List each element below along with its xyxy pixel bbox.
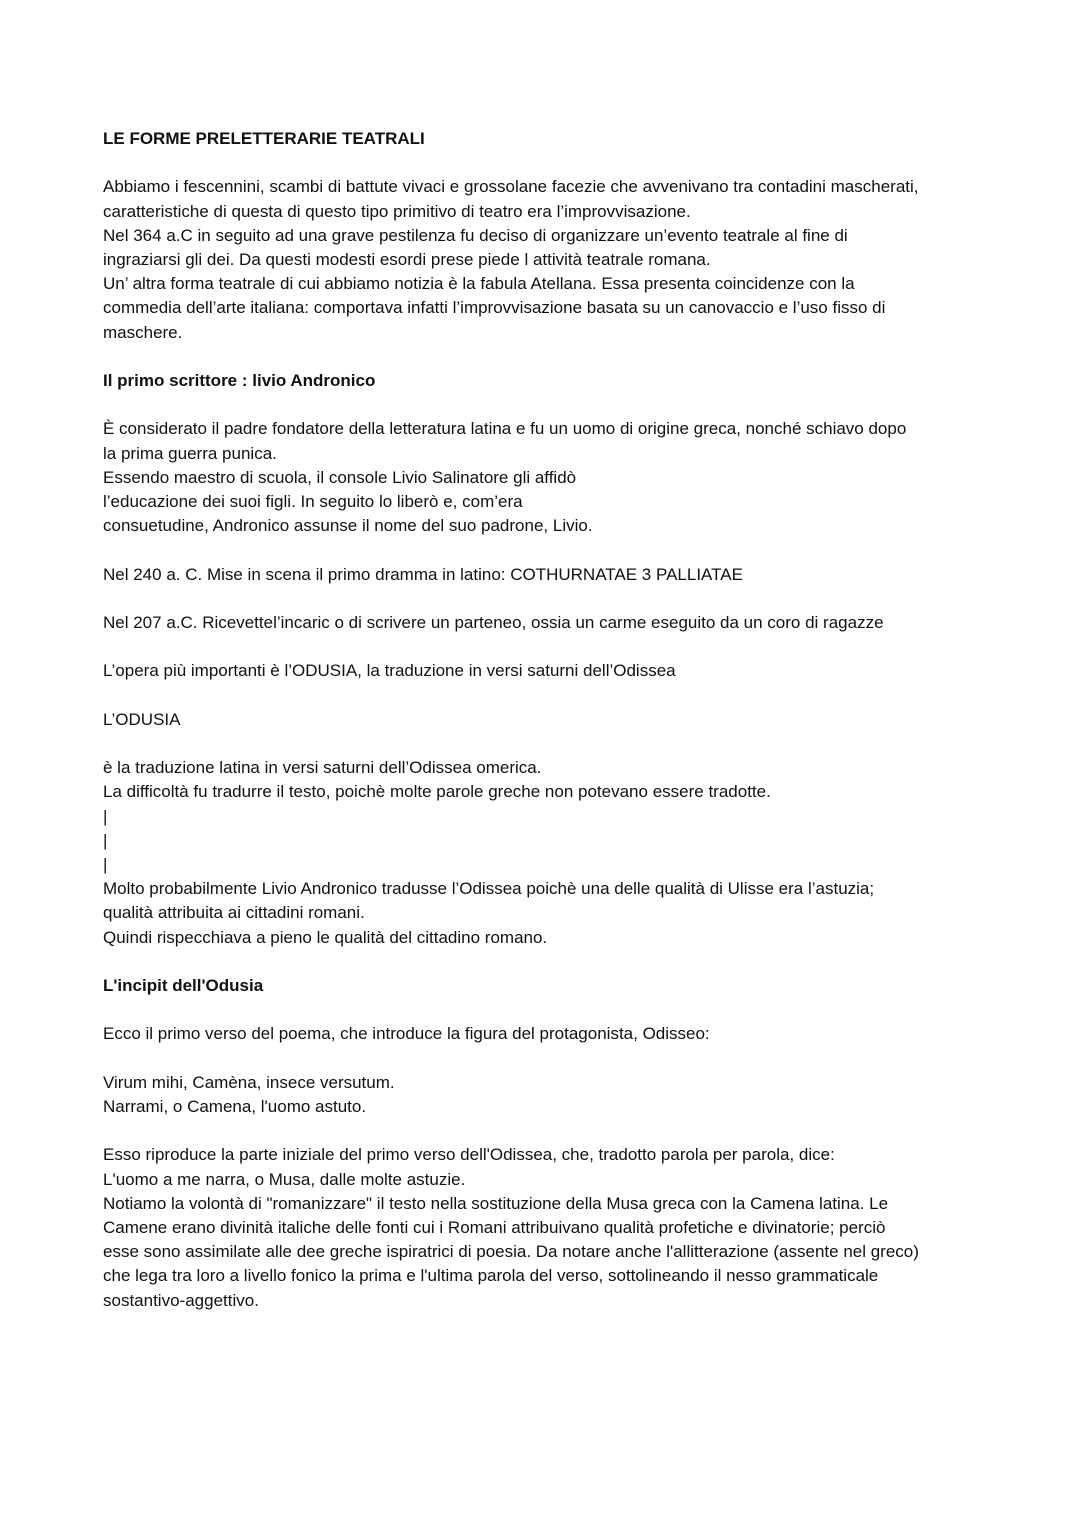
text-line: l’educazione dei suoi figli. In seguito lo liberò e, com’era: [103, 492, 523, 511]
paragraph-240-ac: Nel 240 a. C. Mise in scena il primo dramma in latino: COTHURNATAE 3 PALLIATAE: [103, 564, 743, 584]
text-line: Abbiamo i fescennini, scambi di battute vivaci e grossolane facezie che avvenivano tra contadini mascherati,: [103, 177, 919, 197]
spacer: [103, 538, 983, 562]
text-line: Essendo maestro di scuola, il console Livio Salinatore gli affidò: [103, 467, 577, 487]
section-heading-forme-preletterarie: LE FORME PRELETTERARIE TEATRALI: [103, 129, 425, 148]
text-line: Quindi rispecchiava a pieno le qualità del cittadino romano.: [103, 927, 548, 947]
section-heading-odusia: L’ODUSIA: [103, 709, 181, 729]
section-heading-incipit: L'incipit dell'Odusia: [103, 975, 264, 995]
spacer: [103, 1047, 983, 1071]
spacer: [103, 998, 983, 1022]
text-line: L'uomo a me narra, o Musa, dalle molte astuzie.: [103, 1169, 466, 1189]
spacer: [103, 587, 983, 611]
vertical-bar-line: |: [103, 854, 108, 874]
vertical-bar-line: |: [103, 830, 108, 850]
text-line: caratteristiche di questa di questo tipo primitivo di teatro era l’improvvisazione.: [103, 201, 691, 221]
verse-block: [103, 1071, 983, 1119]
text-line: sostantivo-aggettivo.: [103, 1290, 259, 1310]
text-line: la prima guerra punica.: [103, 443, 277, 463]
spacer: [103, 950, 983, 974]
text-line: commedia dell’arte italiana: comportava infatti l’improvvisazione basata su un canovaccio e l’uso fisso di: [103, 298, 886, 318]
text-line: Camene erano divinità italiche delle fonti cui i Romani attribuivano qualità profetiche e divinatorie; perciò: [103, 1217, 886, 1237]
spacer: [103, 1119, 983, 1143]
spacer: [103, 684, 983, 708]
paragraph-analisi: [103, 1143, 983, 1312]
text-line: Esso riproduce la parte iniziale del primo verso dell'Odissea, che, tradotto parola per parola, dice:: [103, 1145, 835, 1165]
paragraph-opera-importante: L’opera più importanti è l’ODUSIA, la traduzione in versi saturni dell’Odissea: [103, 661, 676, 681]
paragraph-207-ac: Nel 207 a.C. Ricevettel’incaric o di scrivere un parteneo, ossia un carme eseguito da un coro di ragazze: [103, 612, 884, 632]
text-line: consuetudine, Andronico assunse il nome del suo padrone, Livio.: [103, 516, 593, 536]
spacer: [103, 345, 983, 369]
text-line: che lega tra loro a livello fonico la prima e l'ultima parola del verso, sottolineando il nesso grammaticale: [103, 1266, 879, 1286]
spacer: [103, 393, 983, 417]
document-page: [103, 127, 983, 1313]
verse-latin: Virum mihi, Camèna, insece versutum.: [103, 1072, 395, 1092]
paragraph-fescennini: [103, 175, 983, 344]
text-line: È considerato il padre fondatore della letteratura latina e fu un uomo di origine greca, nonché schiavo dopo: [103, 419, 907, 439]
paragraph-primo-verso: Ecco il primo verso del poema, che introduce la figura del protagonista, Odisseo:: [103, 1024, 710, 1044]
spacer: [103, 635, 983, 659]
paragraph-andronico: [103, 417, 983, 538]
text-line: ingraziarsi gli dei. Da questi modesti esordi prese piede l attività teatrale romana.: [103, 250, 711, 269]
text-line: maschere.: [103, 322, 183, 342]
text-line: Notiamo la volontà di "romanizzare" il testo nella sostituzione della Musa greca con la Camena latina. Le: [103, 1193, 889, 1213]
verse-italian: Narrami, o Camena, l'uomo astuto.: [103, 1096, 367, 1116]
text-line: La difficoltà fu tradurre il testo, poichè molte parole greche non potevano essere tradotte.: [103, 782, 771, 802]
vertical-bar-line: |: [103, 806, 108, 826]
spacer: [103, 151, 983, 175]
paragraph-odusia: [103, 756, 983, 950]
text-line: Nel 364 a.C in seguito ad una grave pestilenza fu deciso di organizzare un’evento teatrale al fine di: [103, 225, 848, 245]
section-heading-primo-scrittore: Il primo scrittore : livio Andronico: [103, 371, 376, 390]
spacer: [103, 732, 983, 756]
text-line: Molto probabilmente Livio Andronico tradusse l’Odissea poichè una delle qualità di Ulisse era l’astuzia;: [103, 879, 875, 899]
text-line: esse sono assimilate alle dee greche ispiratrici di poesia. Da notare anche l'allitterazione (assente nel greco): [103, 1242, 919, 1262]
text-line: Un’ altra forma teatrale di cui abbiamo notizia è la fabula Atellana. Essa presenta coincidenze con la: [103, 274, 855, 294]
text-line: qualità attribuita ai cittadini romani.: [103, 903, 365, 923]
text-line: è la traduzione latina in versi saturni dell’Odissea omerica.: [103, 758, 542, 778]
